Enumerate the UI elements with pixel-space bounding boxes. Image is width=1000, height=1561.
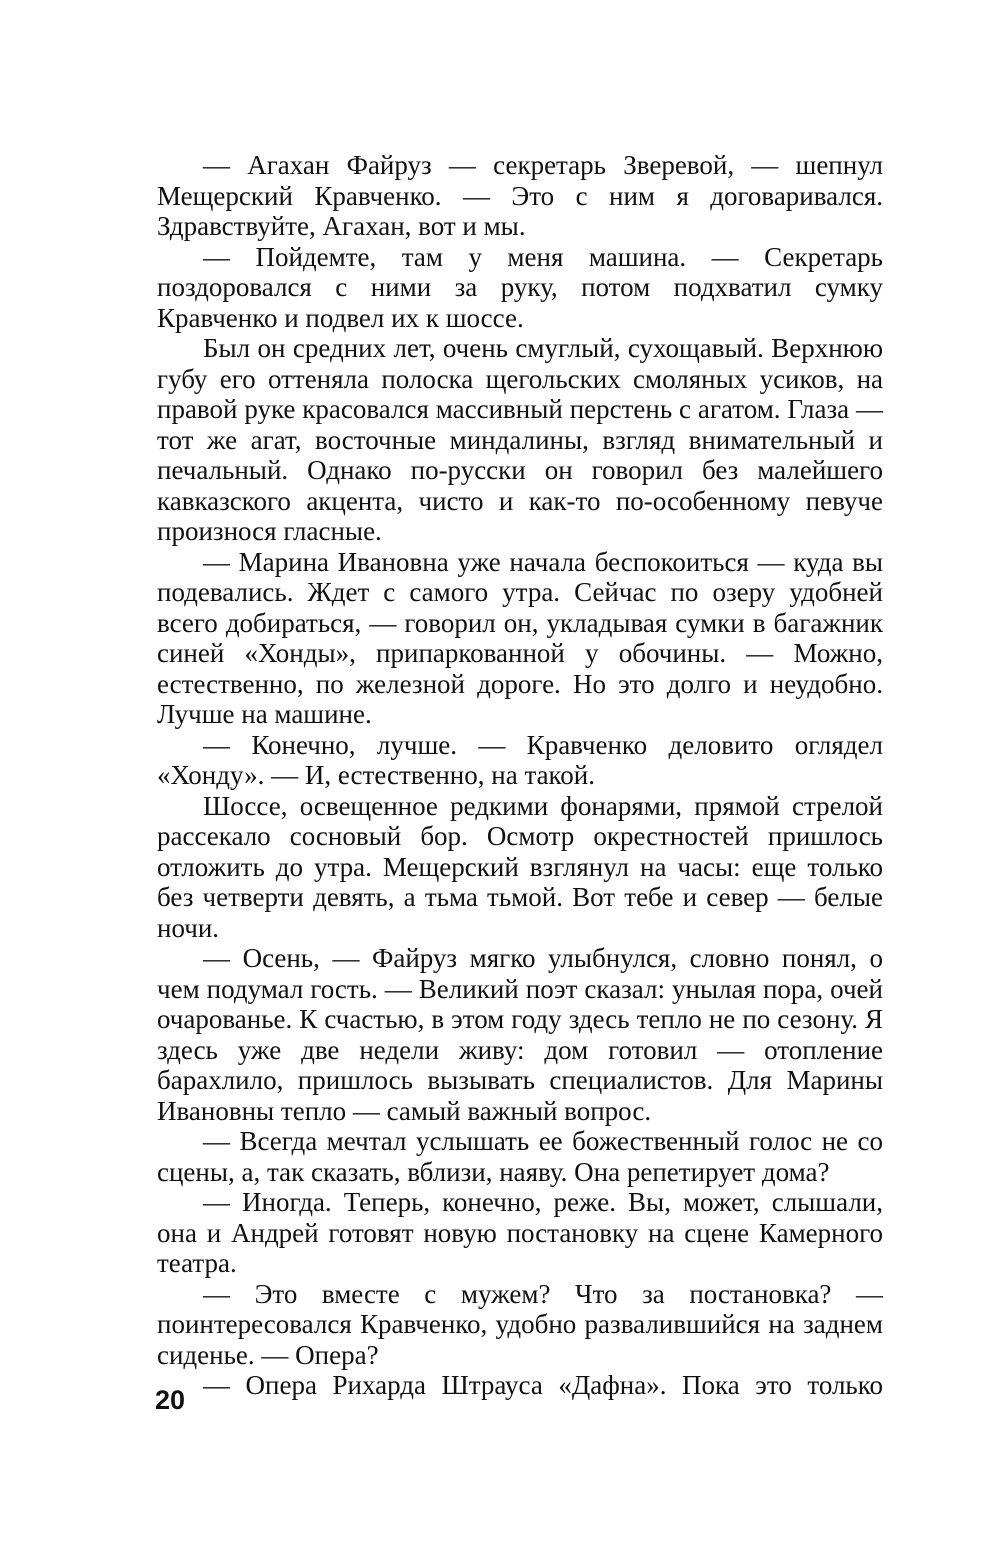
paragraph-1: — Агахан Файруз — секретарь Зверевой, — шепнул Мещерский Кравченко. — Это с ним я договаривался. Здравствуйте, Агахан, вот и мы. <box>157 150 883 241</box>
paragraph-11: — Опера Рихарда Штрауса «Дафна». Пока это только <box>203 1370 883 1400</box>
paragraph-3: Был он средних лет, очень смуглый, сухощавый. Верхнюю губу его оттеняла полоска щегольских смоляных усиков, на правой руке красовался массивный перстень с агатом. Глаза — тот же агат, восточные миндалины, взгляд внимательный и печальный. Однако по-русски он говорил без малейшего кавказского акцента, чисто и как-то по-особенному певуче произнося гласные. <box>157 333 883 546</box>
page-number: 20 <box>155 1385 186 1415</box>
page-text <box>157 150 883 1401</box>
paragraph-6: Шоссе, освещенное редкими фонарями, прямой стрелой рассекало сосновый бор. Осмотр окрестностей пришлось отложить до утра. Мещерский взглянул на часы: еще только без четверти девять, а тьма тьмой. Вот тебе и север — белые ночи. <box>157 790 883 943</box>
paragraph-5: — Конечно, лучше. — Кравченко деловито оглядел «Хонду». — И, естественно, на такой. <box>157 729 883 790</box>
paragraph-7: — Осень, — Файруз мягко улыбнулся, словно понял, о чем подумал гость. — Великий поэт сказал: унылая пора, очей очарованье. К счастью, в этом году здесь тепло не по сезону. Я здесь уже две недели живу: дом готовил — отопление барахлило, пришлось вызывать специалистов. Для Марины Ивановны тепло — самый важный вопрос. <box>157 943 883 1126</box>
paragraph-9: — Иногда. Теперь, конечно, реже. Вы, может, слышали, она и Андрей готовят новую постановку на сцене Камерного театра. <box>157 1187 883 1278</box>
paragraph-4: — Марина Ивановна уже начала беспокоиться — куда вы подевались. Ждет с самого утра. Сейчас по озеру удобней всего добираться, — говорил он, укладывая сумки в багажник синей «Хонды», припаркованной у обочины. — Можно, естественно, по железной дороге. Но это долго и неудобно. Лучше на машине. <box>157 546 883 729</box>
paragraph-2: — Пойдемте, там у меня машина. — Секретарь поздоровался с ними за руку, потом подхватил сумку Кравченко и подвел их к шоссе. <box>157 241 883 333</box>
paragraph-8: — Всегда мечтал услышать ее божественный голос не со сцены, а, так сказать, вблизи, наяву. Она репетирует дома? <box>157 1126 883 1187</box>
paragraph-10: — Это вместе с мужем? Что за постановка? — поинтересовался Кравченко, удобно развалившийся на заднем сиденье. — Опера? <box>157 1278 883 1370</box>
